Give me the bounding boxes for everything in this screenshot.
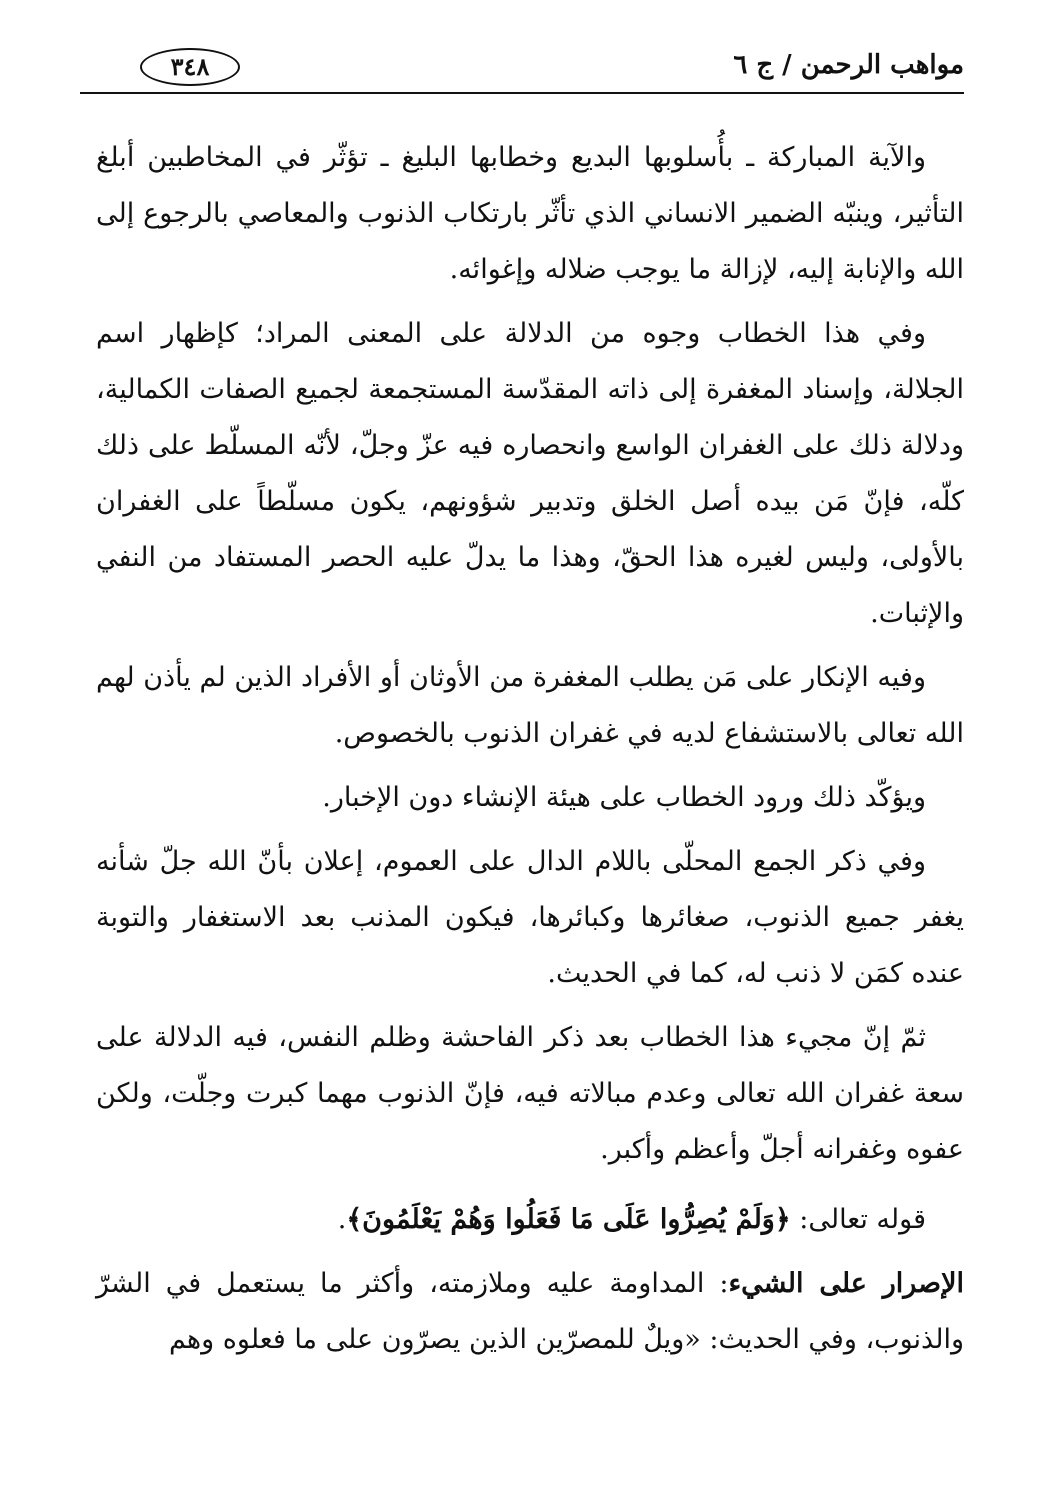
verse-lead: قوله تعالى: xyxy=(790,1204,926,1235)
definition-term: الإصرار على الشيء xyxy=(728,1268,964,1299)
page-number: ٣٤٨ xyxy=(140,48,240,86)
paragraph: ويؤكّد ذلك ورود الخطاب على هيئة الإنشاء دون الإخبار. xyxy=(322,782,926,813)
paragraph: ثمّ إنّ مجيء هذا الخطاب بعد ذكر الفاحشة وظلم النفس، فيه الدلالة على سعة غفران الله تعالى وعدم مبالاته فيه، فإنّ الذنوب مهما كبرت وجلّت، ولكن عفوه وغفرانه أجلّ وأعظم وأكبر. xyxy=(96,1022,964,1165)
page-header xyxy=(80,42,964,94)
paragraph: وفي هذا الخطاب وجوه من الدلالة على المعنى المراد؛ كإظهار اسم الجلالة، وإسناد المغفرة إلى ذاته المقدّسة المستجمعة لجميع الصفات الكمالية، ودلالة ذلك على الغفران الواسع وانحصاره فيه عزّ وجلّ، لأنّه المسلّط على ذلك كلّه، فإنّ مَن بيده أصل الخلق وتدبير شؤونهم، يكون مسلّطاً على الغفران بالأولى، وليس لغيره هذا الحقّ، وهذا ما يدلّ عليه الحصر المستفاد من النفي والإثبات. xyxy=(96,318,964,629)
quran-verse: ﴿وَلَمْ يُصِرُّوا عَلَى مَا فَعَلُوا وَهُمْ يَعْلَمُونَ﴾ xyxy=(346,1204,791,1235)
paragraph: وفي ذكر الجمع المحلّى باللام الدال على العموم، إعلان بأنّ الله جلّ شأنه يغفر جميع الذنوب، صغائرها وكبائرها، فيكون المذنب بعد الاستغفار والتوبة عنده كمَن لا ذنب له، كما في الحديث. xyxy=(96,846,964,989)
paragraph: وفيه الإنكار على مَن يطلب المغفرة من الأوثان أو الأفراد الذين لم يأذن لهم الله تعالى بالاستشفاع لديه في غفران الذنوب بالخصوص. xyxy=(96,662,964,749)
definition-paragraph xyxy=(96,1256,964,1368)
paragraph: والآية المباركة ـ بأُسلوبها البديع وخطابها البليغ ـ تؤثّر في المخاطبين أبلغ التأثير، وينبّه الضمير الانساني الذي تأثّر بارتكاب الذنوب والمعاصي بالرجوع إلى الله والإنابة إليه، لإزالة ما يوجب ضلاله وإغوائه. xyxy=(96,142,964,285)
verse-end: . xyxy=(337,1204,347,1235)
verse-paragraph xyxy=(96,1192,964,1248)
body-text xyxy=(96,130,964,1376)
header-divider xyxy=(80,92,964,94)
book-title: مواهب الرحمن / ج ٦ xyxy=(733,50,964,80)
definition-text: : المداومة عليه وملازمته، وأكثر ما يستعمل في الشرّ والذنوب، وفي الحديث: «ويلٌ للمصرّين الذين يصرّون على ما فعلوه وهم xyxy=(96,1268,964,1355)
